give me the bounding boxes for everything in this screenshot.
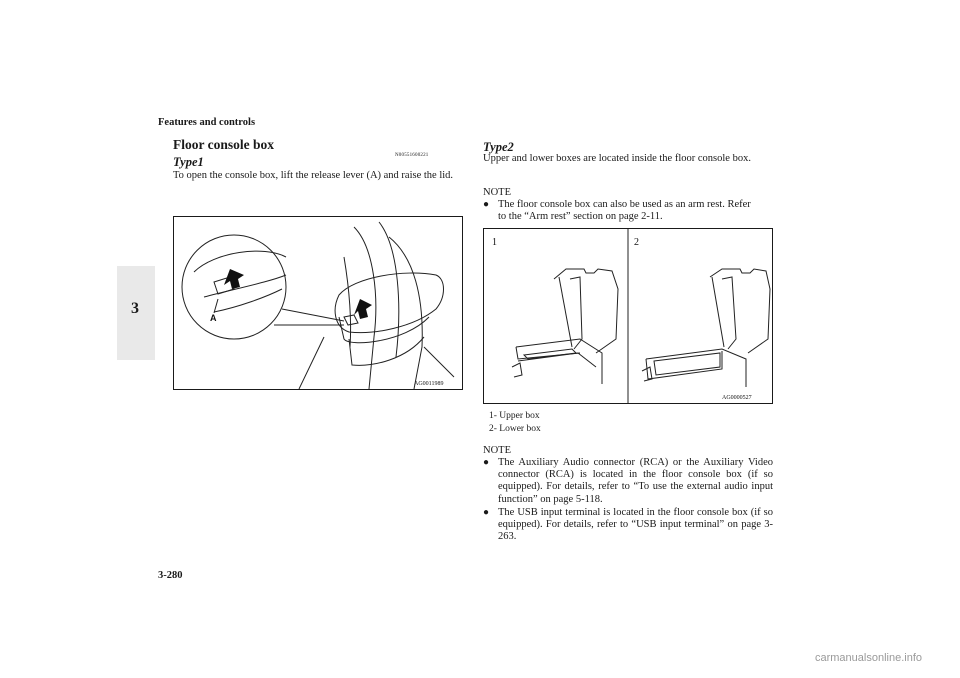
chapter-tab-number: 3 <box>131 300 139 317</box>
console-box-illustration-2 <box>484 229 772 403</box>
figure-console-box-type2 <box>483 228 773 404</box>
section-title: Floor console box <box>173 137 274 152</box>
note2-item <box>483 507 773 547</box>
note2-heading: NOTE <box>483 445 511 456</box>
figure2-label-2: 2 <box>634 237 639 248</box>
note1-item <box>483 199 772 225</box>
figure1-label-a: A <box>210 313 217 323</box>
figure2-label-1: 1 <box>492 237 497 248</box>
bullet-icon: ● <box>483 507 490 518</box>
bullet-icon: ● <box>483 457 490 468</box>
chapter-header: Features and controls <box>158 117 256 128</box>
note1-heading: NOTE <box>483 187 511 198</box>
figure1-code: AG0011989 <box>414 381 444 387</box>
section-code: N00551600221 <box>395 153 429 158</box>
type1-text: To open the console box, lift the release lever (A) and raise the lid. <box>173 170 454 181</box>
note2-item-text: The USB input terminal is located in the floor console box (if so equipped). For details, refer to “USB input terminal” on page 3-263. <box>498 507 773 543</box>
figure2-code: AG0000527 <box>722 395 752 401</box>
note2-item <box>483 457 773 507</box>
bullet-icon: ● <box>483 199 490 210</box>
page-number: 3-280 <box>158 570 183 581</box>
type1-heading: Type1 <box>173 155 204 169</box>
legend-item-lower-box: 2- Lower box <box>489 424 541 434</box>
note2-item-text: The Auxiliary Audio connector (RCA) or the Auxiliary Video connector (RCA) is located in the floor console box (if so equipped). For details, refer to “To use the external audio input function” on page 5-118. <box>498 457 773 505</box>
figure-console-box-type1 <box>173 216 463 390</box>
watermark: carmanualsonline.info <box>814 652 922 664</box>
console-box-illustration <box>174 217 462 389</box>
note1-item-text: The floor console box can also be used as an arm rest. Refer to the “Arm rest” section on page 2-11. <box>498 199 751 223</box>
type2-text: Upper and lower boxes are located inside the floor console box. <box>483 153 751 164</box>
legend-item-upper-box: 1- Upper box <box>489 411 540 421</box>
type2-heading: Type2 <box>483 140 514 154</box>
chapter-tab <box>117 266 155 360</box>
